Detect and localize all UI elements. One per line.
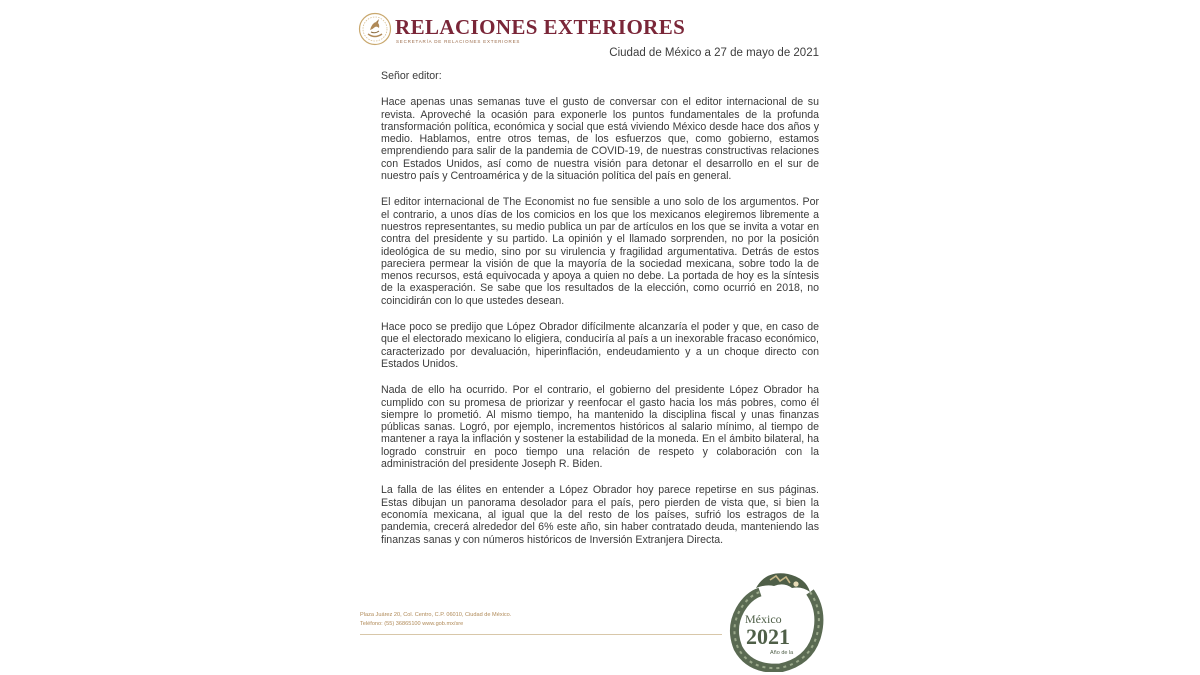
coat-of-arms-icon	[358, 12, 392, 46]
paragraph: El editor internacional de The Economist no fue sensible a uno solo de los argumentos. Por el contrario, a unos días de los comicios en los que los mexicanos elegiremos libremente a nuestros representantes, su medio publica un par de artículos en los que se invita a votar en contra del presidente y su partido. La opinión y el llamado sorprenden, no por la posición ideológica de su medio, sino por su virulencia y fragilidad argumentativa. Detrás de estos pareciera permear la visión de que la mayoría de la sociedad mexicana, sobre todo la de menos recursos, está equivocada y apoya a quien no debe. La portada de hoy es la síntesis de la exasperación. Se sabe que los resultados de la elección, como ocurrió en 2018, no coincidirán con lo que ustedes desean.	[381, 196, 819, 307]
paragraph: La falla de las élites en entender a López Obrador hoy parece repetirse en sus páginas. Estas dibujan un panorama desolador para el país, pero pierden de vista que, si bien la economía mexicana, al igual que la del resto de los países, sufrió los estragos de la pandemia, crecerá alrededor del 6% este año, sin haber contratado deuda, manteniendo las finanzas sanas y con números históricos de Inversión Extranjera Directa.	[381, 484, 819, 546]
paragraph: Hace poco se predijo que López Obrador difícilmente alcanzaría el poder y que, en caso de que el electorado mexicano lo eligiera, conduciría al país a un inexorable fracaso económico, caracterizado por devaluación, hiperinflación, endeudamiento y a un choque directo con Estados Unidos.	[381, 321, 819, 370]
dateline: Ciudad de México a 27 de mayo de 2021	[609, 47, 819, 59]
footer-address: Plaza Juárez 20, Col. Centro, C.P. 06010, Ciudad de México.	[360, 612, 512, 618]
footer-divider	[360, 634, 722, 635]
emblem-text-subtitle: Año de la	[770, 650, 794, 656]
salutation: Señor editor:	[381, 70, 442, 82]
serpent-head-icon	[756, 573, 810, 592]
mexico-2021-emblem	[726, 568, 826, 672]
org-name: RELACIONES EXTERIORES	[395, 15, 686, 39]
emblem-text-mexico: México	[745, 612, 782, 626]
org-subtitle: SECRETARÍA DE RELACIONES EXTERIORES	[396, 39, 521, 44]
footer-contact: Teléfono: (55) 36865100 www.gob.mx/sre	[360, 621, 464, 627]
footer	[360, 611, 511, 629]
paragraph: Hace apenas unas semanas tuve el gusto de conversar con el editor internacional de su revista. Aproveché la ocasión para exponerle los puntos fundamentales de la profunda transformación política, económica y social que está viviendo México desde hace dos años y medio. Hablamos, entre otros temas, de los esfuerzos que, como gobierno, estamos emprendiendo para salir de la pandemia de COVID-19, de nuestras constructivas relaciones con Estados Unidos, así como de nuestra visión para detonar el desarrollo en el sur de nuestro país y Centroamérica y de la situación política del país en general.	[381, 96, 819, 183]
paragraph: Nada de ello ha ocurrido. Por el contrario, el gobierno del presidente López Obrador ha cumplido con su promesa de priorizar y reenfocar el gasto hacia los más pobres, como él siempre lo prometió. Al mismo tiempo, ha mantenido la disciplina fiscal y unas finanzas públicas sanas. Logró, por ejemplo, incrementos históricos al salario mínimo, al tiempo de mantener a raya la inflación y sostener la estabilidad de la moneda. En el ámbito bilateral, ha logrado construir en poco tiempo una relación de respeto y colaboración con la administración del presidente Joseph R. Biden.	[381, 384, 819, 471]
emblem-text-year: 2021	[746, 624, 790, 649]
letter-body	[381, 70, 819, 560]
